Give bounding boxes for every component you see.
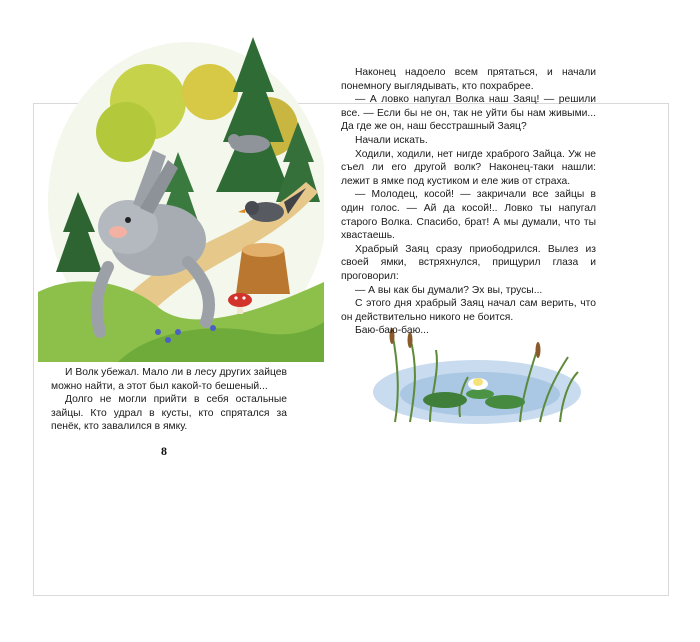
paragraph: С этого дня храбрый Заяц начал сам верить, что он действительно никого не боится. [341,298,596,323]
page-number: 8 [161,444,167,458]
paragraph: Долго не могли прийти в себя остальные зайцы. Кто удрал в кусты, кто спрятался за пенёк, кто завалился в ямку. [51,394,287,433]
paragraph: — А ловко напугал Волка наш Заяц! — решили все. — Если бы не он, так не уйти бы нам живыми... Да где же он, наш бесстрашный Заяц? [341,94,596,133]
paragraph: — Молодец, косой! — закричали все зайцы в один голос. — Ай да косой!.. Ловко ты напугал старого Волка. Спасибо, брат! А мы думали, что ты хвастаешь. [341,189,596,242]
paragraph: Храбрый Заяц сразу приободрился. Вылез из своей ямки, встряхнулся, прищурил глаза и проговорил: [341,243,596,282]
paragraph: Наконец надоело всем прятаться, и начали понемногу выглядывать, кто похрабрее. [341,67,596,92]
illustration-pond-water-lily [370,322,584,432]
illustration-hare-running-forest [38,32,324,362]
right-page-text [341,66,596,338]
paragraph: И Волк убежал. Мало ли в лесу других зайцев можно найти, а этот был какой-то бешеный... [51,367,287,392]
paragraph: Ходили, ходили, нет нигде храброго Зайца. Уж не съел ли его другой волк? Наконец-таки нашли: лежит в ямке под кустиком и еле жив от страха. [341,148,596,187]
paragraph: Баю-баю-баю... [355,325,429,337]
paragraph: Начали искать. [355,134,428,146]
left-page-text [51,366,287,434]
paragraph: — А вы как бы думали? Эх вы, трусы... [355,284,543,296]
